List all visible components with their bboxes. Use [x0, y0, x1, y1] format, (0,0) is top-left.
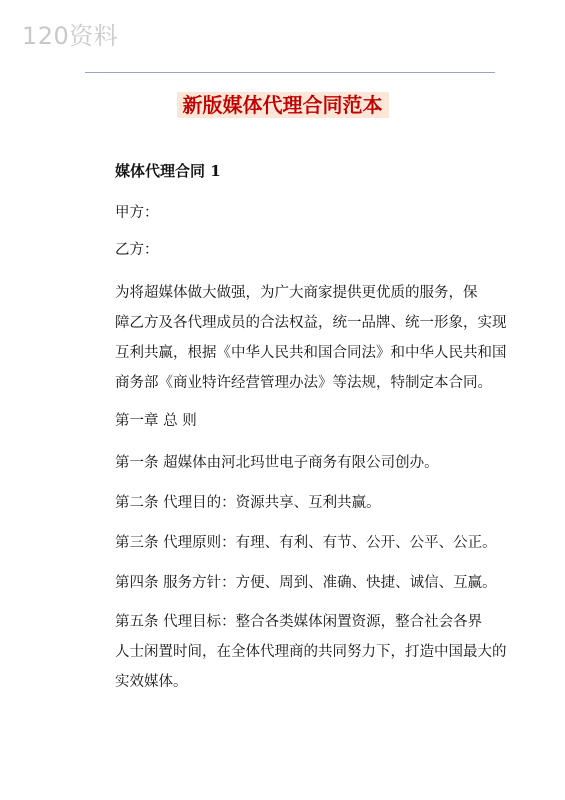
section-heading: 媒体代理合同 1	[115, 162, 221, 180]
article-2: 第二条 代理目的：资源共享、互利共赢。	[115, 495, 381, 511]
intro-line: 商务部《商业特许经营管理办法》等法规，特制定本合同。	[115, 375, 492, 391]
party-a-label: 甲方：	[115, 205, 159, 221]
intro-line: 为将超媒体做大做强，为广大商家提供更优质的服务，保	[115, 285, 478, 301]
intro-line: 互利共赢，根据《中华人民共和国合同法》和中华人民共和国	[115, 345, 507, 361]
article-5	[115, 607, 507, 697]
article-5-line: 人士闲置时间，在全体代理商的共同努力下，打造中国最大的	[115, 644, 507, 660]
party-b-label: 乙方：	[115, 242, 159, 258]
chapter-heading: 第一章 总 则	[115, 413, 197, 429]
article-5-line: 实效媒体。	[115, 674, 188, 690]
intro-paragraph	[115, 278, 507, 398]
document-title-text: 新版媒体代理合同范本	[177, 92, 389, 118]
article-4: 第四条 服务方针：方便、周到、准确、快捷、诚信、互赢。	[115, 575, 497, 591]
watermark: 120资料	[22, 22, 119, 50]
header-rule	[85, 72, 495, 73]
article-1: 第一条 超媒体由河北玛世电子商务有限公司创办。	[115, 455, 439, 471]
intro-line: 障乙方及各代理成员的合法权益，统一品牌、统一形象，实现	[115, 315, 507, 331]
article-3: 第三条 代理原则：有理、有利、有节、公开、公平、公正。	[115, 535, 497, 551]
article-5-line: 第五条 代理目标：整合各类媒体闲置资源，整合社会各界	[115, 614, 483, 630]
document-title	[0, 92, 565, 118]
